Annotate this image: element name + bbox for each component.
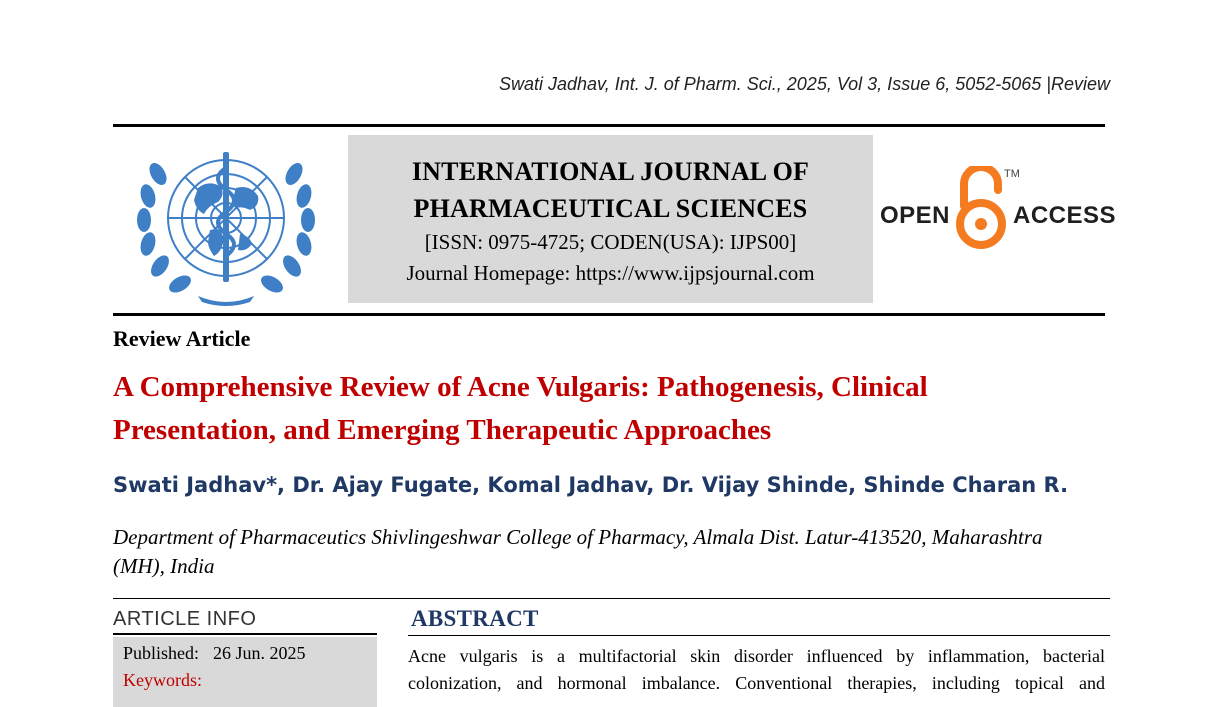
- journal-homepage: Journal Homepage: https://www.ijpsjournal.com: [406, 261, 815, 285]
- open-access-open-text: OPEN: [880, 202, 951, 229]
- header-rule-top: [113, 124, 1105, 127]
- published-label: Published:: [123, 643, 200, 663]
- article-info-rule: [113, 633, 377, 635]
- trademark-mark: TM: [1004, 168, 1020, 180]
- published-date: 26 Jun. 2025: [213, 643, 306, 663]
- journal-issn: [ISSN: 0975-4725; CODEN(USA): IJPS00]: [424, 230, 797, 254]
- article-title: [113, 366, 1103, 452]
- article-title-line1: A Comprehensive Review of Acne Vulgaris: Pathogenesis, Clinical: [113, 371, 928, 403]
- affiliation: [113, 523, 1103, 581]
- article-info-heading: ARTICLE INFO: [113, 608, 257, 630]
- abstract-line2: colonization, and hormonal imbalance. Conventional therapies, including topical and: [408, 673, 1105, 693]
- journal-name-line2: PHARMACEUTICAL SCIENCES: [413, 194, 808, 223]
- citation-line: Swati Jadhav, Int. J. of Pharm. Sci., 2025, Vol 3, Issue 6, 5052-5065 |Review: [499, 74, 1110, 94]
- section-divider: [113, 598, 1110, 599]
- article-type: Review Article: [113, 326, 251, 351]
- article-info-box: [113, 637, 377, 707]
- affiliation-line2: (MH), India: [113, 554, 215, 578]
- open-lock-icon: [956, 166, 1006, 250]
- abstract-text: [408, 643, 1105, 697]
- journal-title-box: [348, 135, 873, 303]
- abstract-heading: ABSTRACT: [411, 606, 539, 631]
- open-access-access-text: ACCESS: [1013, 202, 1117, 229]
- author-list: Swati Jadhav*, Dr. Ajay Fugate, Komal Jadhav, Dr. Vijay Shinde, Shinde Charan R.: [113, 473, 1069, 497]
- keywords-label: Keywords:: [123, 670, 202, 690]
- open-access-logo: [880, 166, 1117, 250]
- journal-emblem-logo: [128, 138, 324, 306]
- published-row: [123, 640, 367, 667]
- affiliation-line1: Department of Pharmaceutics Shivlingeshwar College of Pharmacy, Almala Dist. Latur-413520, Maharashtra: [113, 525, 1043, 549]
- article-title-line2: Presentation, and Emerging Therapeutic Approaches: [113, 414, 772, 446]
- abstract-rule: [408, 635, 1110, 636]
- journal-name-line1: INTERNATIONAL JOURNAL OF: [411, 157, 810, 186]
- abstract-line1: Acne vulgaris is a multifactorial skin disorder influenced by inflammation, bacterial: [408, 646, 1105, 666]
- header-rule-bottom: [113, 313, 1105, 316]
